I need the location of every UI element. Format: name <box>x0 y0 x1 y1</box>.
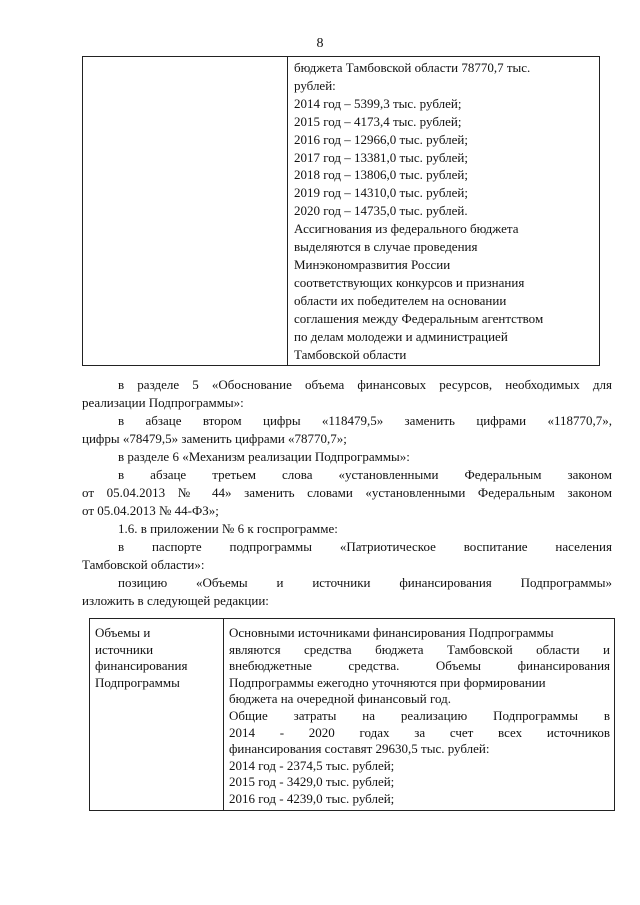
table-cell-empty <box>83 57 288 366</box>
text-line: Подпрограммы ежегодно уточняются при формировании <box>229 674 546 690</box>
paragraph-section5-line1: в разделе 5 «Обоснование объема финансовых ресурсов, необходимых для <box>118 377 612 392</box>
paragraph-position-line2: изложить в следующей редакции: <box>82 593 269 608</box>
text-line: 2015 год – 4173,4 тыс. рублей; <box>294 113 462 129</box>
text-line: Подпрограммы <box>95 674 180 690</box>
table-cell-position-value <box>224 619 615 811</box>
paragraph-digits-line2: цифры «78479,5» заменить цифрами «78770,7»; <box>82 431 347 446</box>
table-cell-funding-text <box>288 57 600 366</box>
paragraph-passport-line1: в паспорте подпрограммы «Патриотическое воспитание населения <box>118 539 612 554</box>
text-line: являются средства бюджета Тамбовской области и <box>229 641 610 657</box>
page-number: 8 <box>316 36 324 51</box>
paragraph-position-line1: позицию «Объемы и источники финансирования Подпрограммы» <box>118 575 612 590</box>
text-line: бюджета Тамбовской области 78770,7 тыс. <box>294 60 531 75</box>
text-line: Общие затраты на реализацию Подпрограммы в <box>229 707 610 723</box>
text-line: 2014 год – 5399,3 тыс. рублей; <box>294 95 462 111</box>
text-line: финансирования составят 29630,5 тыс. рублей: <box>229 741 490 757</box>
paragraph-law-line2: от 05.04.2013 № 44» заменить словами «установленными Федеральным законом <box>82 485 612 500</box>
text-line: соглашения между Федеральным агентством <box>294 310 544 326</box>
paragraph-digits-line1: в абзаце втором цифры «118479,5» заменить цифрами «118770,7», <box>118 413 612 428</box>
text-line: внебюджетные средства. Объемы финансирования <box>229 658 610 674</box>
paragraph-law-line1: в абзаце третьем слова «установленными Федеральным законом <box>118 467 612 482</box>
text-line: Основными источниками финансирования Подпрограммы <box>229 625 554 640</box>
paragraph-section5-line2: реализации Подпрограммы»: <box>82 395 244 410</box>
text-line: соответствующих конкурсов и признания <box>294 274 525 290</box>
text-line: Тамбовской области <box>294 346 407 362</box>
text-line: по делам молодежи и администрацией <box>294 328 508 344</box>
text-line: выделяются в случае проведения <box>294 239 478 255</box>
text-line: Объемы и <box>95 625 151 640</box>
paragraph-passport-line2: Тамбовской области»: <box>82 557 205 572</box>
text-line: 2014 - 2020 годах за счет всех источников <box>229 724 610 740</box>
paragraph-appendix6: 1.6. в приложении № 6 к госпрограмме: <box>118 521 338 536</box>
text-line: Ассигнования из федерального бюджета <box>294 221 519 237</box>
text-line: 2015 год - 3429,0 тыс. рублей; <box>229 774 395 790</box>
text-line: источники <box>95 641 154 657</box>
text-line: Минэкономразвития России <box>294 256 451 272</box>
text-line: 2016 год - 4239,0 тыс. рублей; <box>229 790 395 806</box>
text-line: бюджета на очередной финансовый год. <box>229 691 451 707</box>
text-line: 2018 год – 13806,0 тыс. рублей; <box>294 167 468 183</box>
paragraph-section6: в разделе 6 «Механизм реализации Подпрограммы»: <box>118 449 410 464</box>
text-line: финансирования <box>95 658 188 674</box>
text-line: рублей: <box>294 77 336 93</box>
text-line: 2014 год - 2374,5 тыс. рублей; <box>229 757 395 773</box>
table-cell-position-name <box>90 619 224 811</box>
funding-table-continuation <box>82 56 600 366</box>
text-line: 2020 год – 14735,0 тыс. рублей. <box>294 203 468 219</box>
text-line: области их победителем на основании <box>294 292 507 308</box>
text-line: 2016 год – 12966,0 тыс. рублей; <box>294 131 468 147</box>
paragraph-law-line3: от 05.04.2013 № 44-ФЗ»; <box>82 503 219 518</box>
text-line: 2019 год – 14310,0 тыс. рублей; <box>294 185 468 201</box>
passport-funding-table <box>89 618 615 811</box>
text-line: 2017 год – 13381,0 тыс. рублей; <box>294 149 468 165</box>
